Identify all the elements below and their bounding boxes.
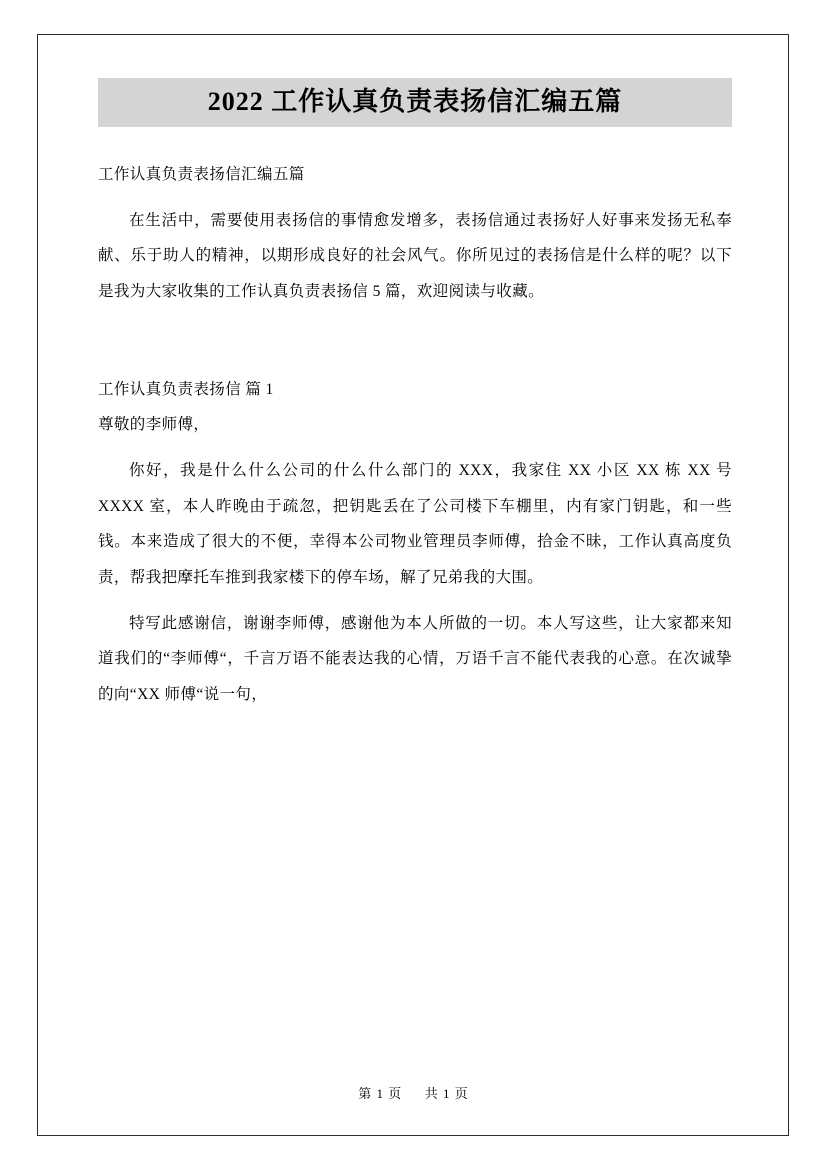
section-heading: 工作认真负责表扬信 篇 1 [98,380,274,398]
body-paragraph-2: 特写此感谢信，谢谢李师傅，感谢他为本人所做的一切。本人写这些，让大家都来知道我们的“李师傅“，千言万语不能表达我的心情，万语千言不能代表我的心意。在次诚挚的向“XX 师傅“说一句， [98,614,732,703]
spacer [98,443,732,453]
spacer [98,127,732,157]
spacer [98,193,732,203]
spacer [98,310,732,372]
spacer [98,596,732,606]
intro-paragraph: 在生活中，需要使用表扬信的事情愈发增多，表扬信通过表扬好人好事来发扬无私奉献、乐于助人的精神，以期形成良好的社会风气。你所见过的表扬信是什么样的呢？以下是我为大家收集的工作认真负责表扬信 5 篇，欢迎阅读与收藏。 [98,211,732,301]
footer-current-page: 第 1 页 [358,1086,403,1101]
salutation: 尊敬的李师傅， [98,416,210,434]
document-subtitle: 工作认真负责表扬信汇编五篇 [98,166,305,184]
page-title: 2022 工作认真负责表扬信汇编五篇 [98,78,732,127]
document-content [98,78,732,713]
body-paragraph-1: 你好，我是什么什么公司的什么什么部门的 XXX，我家住 XX 小区 XX 栋 XX 号 XXXX 室，本人昨晚由于疏忽，把钥匙丢在了公司楼下车棚里，内有家门钥匙，和一些钱。本来造成了很大的不便，幸得本公司物业管理员李师傅，拾金不昧，工作认真高度负责，帮我把摩托车推到我家楼下的停车场，解了兄弟我的大围。 [98,462,732,586]
footer-total-pages: 共 1 页 [424,1086,469,1101]
page-footer [0,1083,827,1102]
